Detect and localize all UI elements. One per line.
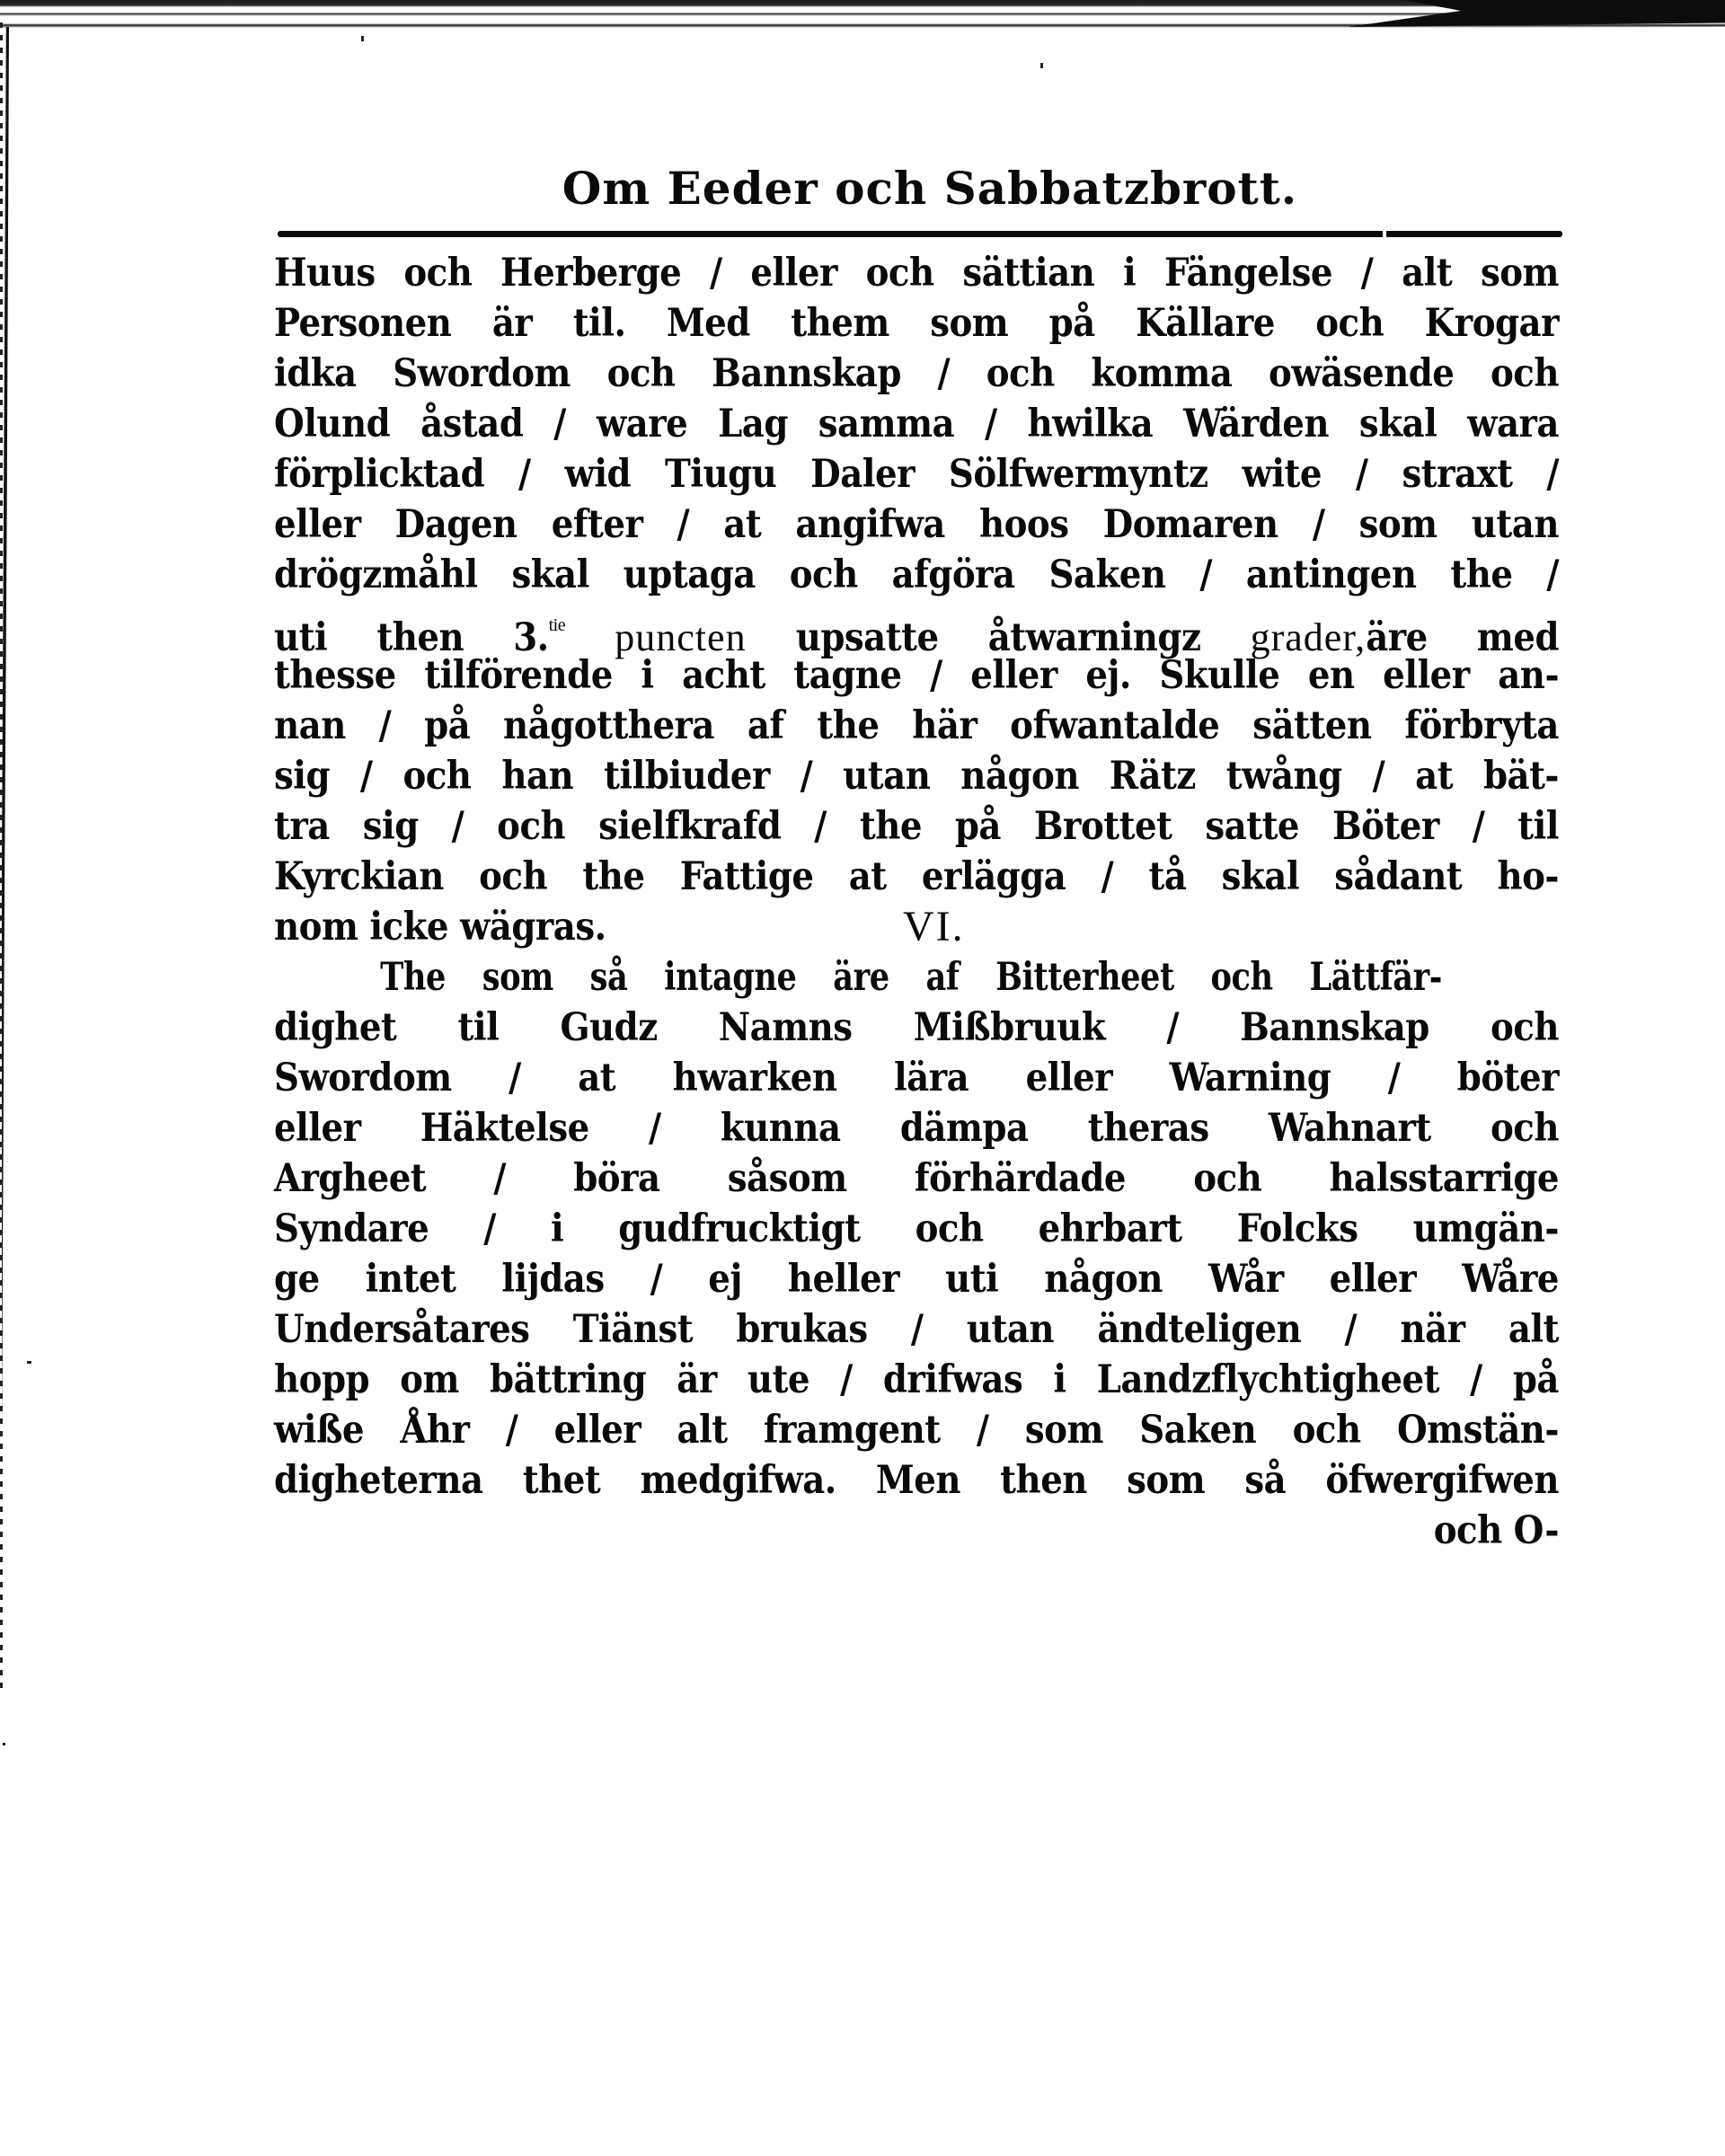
- header-rule: [278, 231, 1562, 237]
- text-line-mixed: [274, 600, 1559, 660]
- scan-speck: [361, 36, 364, 41]
- text-line: ge intet lijdas / ej heller uti någon Wår eller Wåre: [274, 1257, 1559, 1302]
- text-line: eller Dagen efter / at angifwa hoos Domaren / som utan: [274, 502, 1559, 547]
- text-line: nan / på någotthera af the här ofwantalde sätten förbryta: [274, 703, 1559, 748]
- text-line: Swordom / at hwarken lära eller Warning / böter: [274, 1056, 1559, 1100]
- scan-speck: [3, 1743, 5, 1745]
- scan-edge-left: [2, 27, 9, 1428]
- scan-speck: [1040, 63, 1043, 68]
- text-line: Undersåtares Tiänst brukas / utan ändteligen / när alt: [274, 1307, 1559, 1352]
- roman-word: grader,: [1250, 615, 1367, 659]
- text-line: idka Swordom och Bannskap / och komma owäsende och: [274, 351, 1559, 396]
- text-fragment: upsatte åtwarningz: [795, 615, 1201, 660]
- text-line: digheterna thet medgifwa. Men then som så öfwergifwen: [274, 1458, 1559, 1503]
- scan-edge-left-thin: [0, 22, 3, 1693]
- body-text: [274, 248, 1568, 1556]
- text-line: Personen är til. Med them som på Källare och Krogar: [274, 301, 1559, 346]
- text-line-indented: The som så intagne äre af Bitterheet och Lättfär-: [380, 955, 1442, 1000]
- text-line: Syndare / i gudfrucktigt och ehrbart Folcks umgän-: [274, 1206, 1559, 1251]
- scan-speck: [27, 1361, 31, 1364]
- text-line: dighet til Gudz Namns Mißbruuk / Bannskap och: [274, 1005, 1559, 1050]
- superscript: tie: [548, 615, 566, 635]
- text-line: tra sig / och sielfkrafd / the på Brottet satte Böter / til: [274, 804, 1559, 849]
- text-line: drögzmåhl skal uptaga och afgöra Saken / antingen the /: [274, 552, 1559, 597]
- text-line: förplicktad / wid Tiugu Daler Sölfwermyntz wite / straxt /: [274, 452, 1559, 497]
- text-line: eller Häktelse / kunna dämpa theras Wahnart och: [274, 1106, 1559, 1151]
- text-line: sig / och han tilbiuder / utan någon Rätz twång / at bät-: [274, 754, 1559, 799]
- text-line: Kyrckian och the Fattige at erlägga / tå skal sådant ho-: [274, 854, 1559, 899]
- section-number: VI.: [903, 903, 965, 950]
- text-line-with-section: [274, 902, 1559, 952]
- text-fragment: äre med: [1366, 615, 1559, 660]
- running-head: Om Eeder och Sabbatzbrott.: [562, 162, 1298, 215]
- text-line: hopp om bättring är ute / drifwas i Landzflychtigheet / på: [274, 1357, 1559, 1402]
- text-line: Olund åstad / ware Lag samma / hwilka Wärden skal wara: [274, 402, 1559, 446]
- catchword: och O-: [1433, 1508, 1559, 1553]
- text-line: Argheet / böra såsom förhärdade och halsstarrige: [274, 1156, 1559, 1201]
- text-line: thesse tilförende i acht tagne / eller ej. Skulle en eller an-: [274, 653, 1559, 698]
- text-fragment: nom icke wägras.: [274, 905, 606, 950]
- book-page: [274, 153, 1568, 1556]
- text-fragment: uti then 3.: [274, 615, 549, 660]
- roman-word: puncten: [615, 615, 747, 659]
- text-line: Huus och Herberge / eller och sättian i Fängelse / alt som: [274, 251, 1559, 296]
- text-line: wiße Åhr / eller alt framgent / som Saken och Omstän-: [274, 1408, 1559, 1453]
